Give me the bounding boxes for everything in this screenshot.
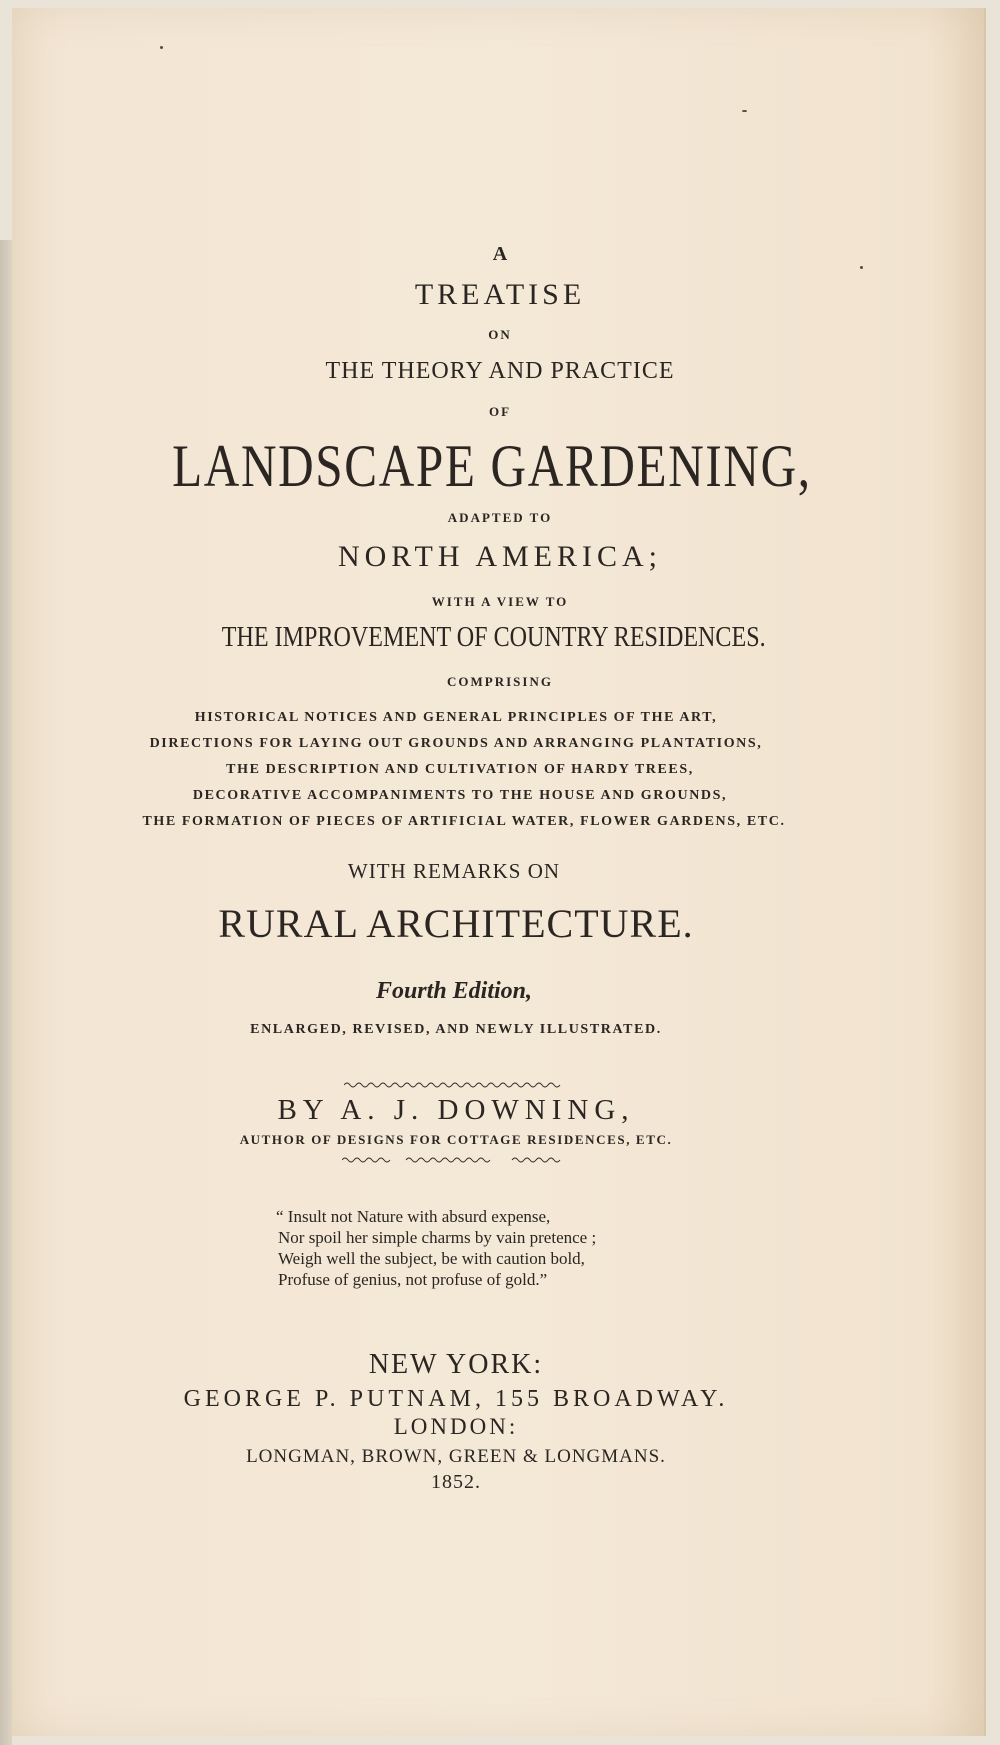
imprint-longman: LONGMAN, BROWN, GREEN & LONGMANS. bbox=[246, 1446, 666, 1467]
contents-line: DECORATIVE ACCOMPANIMENTS TO THE HOUSE AND GROUNDS, bbox=[192, 788, 728, 803]
quote-line: Weigh well the subject, be with caution bold, bbox=[278, 1249, 585, 1268]
title-landscape-gardening: LANDSCAPE GARDENING, bbox=[172, 433, 812, 499]
north-america: NORTH AMERICA; bbox=[337, 540, 663, 573]
quote-line: Profuse of genius, not profuse of gold.” bbox=[278, 1270, 548, 1289]
rural-architecture: RURAL ARCHITECTURE. bbox=[218, 901, 694, 946]
title-theory-practice: THE THEORY AND PRACTICE bbox=[325, 358, 675, 384]
article-a: A bbox=[492, 243, 508, 265]
contents-line: DIRECTIONS FOR LAYING OUT GROUNDS AND ARRANGING PLANTATIONS, bbox=[149, 736, 763, 751]
word-of: OF bbox=[488, 404, 512, 419]
epigraph-quote bbox=[276, 1206, 596, 1290]
imprint-london: LONDON: bbox=[393, 1414, 519, 1439]
imprint-publisher: GEORGE P. PUTNAM, 155 BROADWAY. bbox=[183, 1386, 729, 1412]
ornamental-rule-top bbox=[344, 1080, 564, 1090]
quote-line: Nor spoil her simple charms by vain pretence ; bbox=[278, 1228, 597, 1247]
imprint-year: 1852. bbox=[431, 1471, 481, 1493]
contents-line: THE FORMATION OF PIECES OF ARTIFICIAL WATER, FLOWER GARDENS, ETC. bbox=[142, 814, 786, 829]
enlarged-revised: ENLARGED, REVISED, AND NEWLY ILLUSTRATED. bbox=[250, 1022, 662, 1037]
paper-fleck bbox=[860, 266, 863, 269]
paper-fleck bbox=[742, 110, 747, 112]
improvement-country-residences: THE IMPROVEMENT OF COUNTRY RESIDENCES. bbox=[221, 622, 766, 653]
with-remarks-on: WITH REMARKS ON bbox=[347, 859, 561, 883]
author-credits: AUTHOR OF DESIGNS FOR COTTAGE RESIDENCES, ETC. bbox=[239, 1132, 673, 1147]
word-on: ON bbox=[488, 327, 512, 342]
ornamental-rule-bottom bbox=[342, 1155, 564, 1165]
comprising: COMPRISING bbox=[447, 674, 553, 689]
contents-line: HISTORICAL NOTICES AND GENERAL PRINCIPLES OF THE ART, bbox=[194, 710, 718, 725]
quote-line: “ Insult not Nature with absurd expense, bbox=[276, 1207, 551, 1226]
adapted-to: ADAPTED TO bbox=[447, 510, 553, 525]
author-byline: BY A. J. DOWNING, bbox=[277, 1094, 635, 1126]
contents-line: THE DESCRIPTION AND CULTIVATION OF HARDY TREES, bbox=[226, 762, 694, 777]
title-treatise: TREATISE bbox=[414, 278, 586, 311]
edition-line: Fourth Edition, bbox=[375, 978, 533, 1004]
paper-fleck bbox=[160, 46, 163, 49]
with-a-view-to: WITH A VIEW TO bbox=[431, 594, 569, 609]
imprint-new-york: NEW YORK: bbox=[368, 1349, 544, 1380]
